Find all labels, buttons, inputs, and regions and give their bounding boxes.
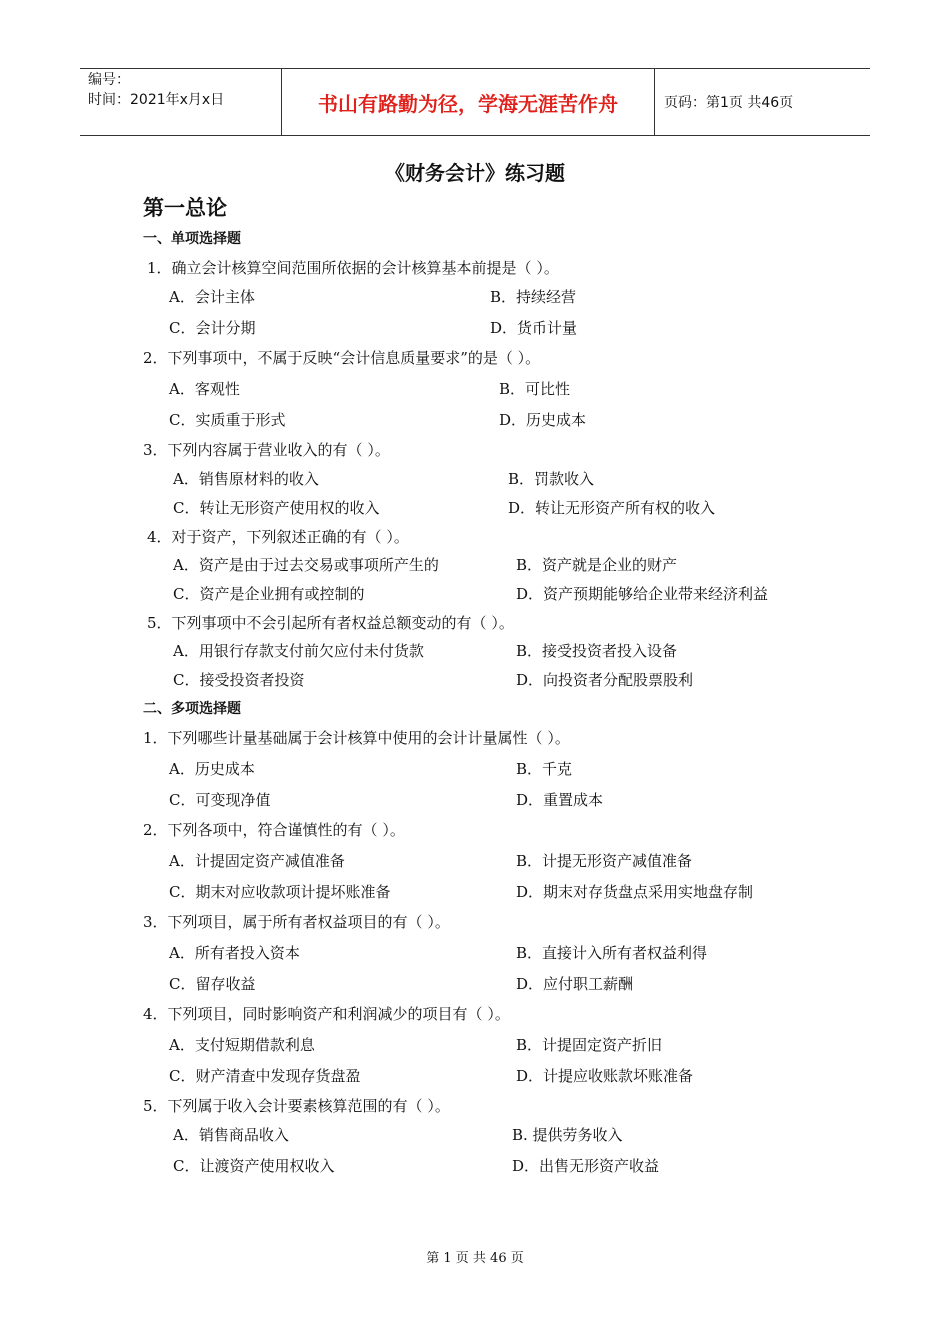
- option-d: D．向投资者分配股票股利: [516, 671, 694, 689]
- option-b: B．计提无形资产减值准备: [516, 852, 693, 870]
- option-c: C．留存收益: [169, 975, 256, 993]
- option-b: B．千克: [516, 760, 573, 778]
- option-a: A．客观性: [169, 380, 240, 398]
- option-d: D．货币计量: [490, 319, 578, 337]
- question-text: 1．下列哪些计量基础属于会计核算中使用的会计计量属性（ ）。: [143, 729, 570, 747]
- option-a: A．销售原材料的收入: [173, 470, 319, 488]
- option-a: A．销售商品收入: [173, 1126, 289, 1144]
- question-text: 4．对于资产，下列叙述正确的有（ ）。: [147, 528, 409, 546]
- option-a: A．计提固定资产减值准备: [169, 852, 345, 870]
- chapter-heading: 第一总论: [143, 196, 227, 220]
- option-c: C．让渡资产使用权收入: [173, 1157, 335, 1175]
- option-b: B．计提固定资产折旧: [516, 1036, 663, 1054]
- question-text: 2．下列各项中，符合谨慎性的有（ ）。: [143, 821, 405, 839]
- header-bottom-rule: [80, 135, 870, 136]
- header-divider-right: [654, 68, 655, 135]
- option-b: B. 提供劳务收入: [512, 1126, 623, 1144]
- question-text: 5．下列事项中不会引起所有者权益总额变动的有（ ）。: [147, 614, 514, 632]
- question-text: 2．下列事项中，不属于反映“会计信息质量要求”的是（ ）。: [143, 349, 541, 367]
- option-d: D．重置成本: [516, 791, 604, 809]
- option-c: C．实质重于形式: [169, 411, 286, 429]
- option-d: D．出售无形资产收益: [512, 1157, 660, 1175]
- header-motto: 书山有路勤为径，学海无涯苦作舟: [318, 92, 618, 116]
- option-d: D．计提应收账款坏账准备: [516, 1067, 694, 1085]
- option-d: D．历史成本: [499, 411, 587, 429]
- option-a: A．支付短期借款利息: [169, 1036, 315, 1054]
- option-c: C．接受投资者投资: [173, 671, 305, 689]
- option-d: D．资产预期能够给企业带来经济利益: [516, 585, 769, 603]
- option-d: D．转让无形资产所有权的收入: [508, 499, 716, 517]
- option-a: A．会计主体: [169, 288, 255, 306]
- option-a: A．所有者投入资本: [169, 944, 300, 962]
- option-c: C．财产清查中发现存货盘盈: [169, 1067, 361, 1085]
- header-meta: [88, 70, 224, 110]
- option-b: B．接受投资者投入设备: [516, 642, 678, 660]
- question-text: 3．下列内容属于营业收入的有（ ）。: [143, 441, 390, 459]
- section-heading-single-choice: 一、单项选择题: [143, 231, 241, 247]
- option-b: B．直接计入所有者权益利得: [516, 944, 708, 962]
- question-text: 4．下列项目，同时影响资产和利润减少的项目有（ ）。: [143, 1005, 510, 1023]
- option-a: A．用银行存款支付前欠应付未付货款: [173, 642, 424, 660]
- option-d: D．期末对存货盘点采用实地盘存制: [516, 883, 754, 901]
- header-top-rule: [80, 68, 870, 69]
- header-time-label: 时间：2021年x月x日: [88, 92, 225, 108]
- option-b: B．罚款收入: [508, 470, 595, 488]
- question-text: 1．确立会计核算空间范围所依据的会计核算基本前提是（ ）。: [147, 259, 559, 277]
- option-b: B．可比性: [499, 380, 571, 398]
- option-a: A．历史成本: [169, 760, 255, 778]
- section-heading-multiple-choice: 二、多项选择题: [143, 701, 241, 717]
- document-title: 《财务会计》练习题: [385, 161, 565, 185]
- question-text: 5．下列属于收入会计要素核算范围的有（ ）。: [143, 1097, 450, 1115]
- option-c: C．转让无形资产使用权的收入: [173, 499, 380, 517]
- option-c: C．可变现净值: [169, 791, 271, 809]
- question-text: 3．下列项目，属于所有者权益项目的有（ ）。: [143, 913, 450, 931]
- option-b: B．持续经营: [490, 288, 577, 306]
- option-d: D．应付职工薪酬: [516, 975, 634, 993]
- header-number-label: 编号：: [88, 72, 130, 88]
- option-a: A．资产是由于过去交易或事项所产生的: [173, 556, 439, 574]
- option-b: B．资产就是企业的财产: [516, 556, 678, 574]
- option-c: C．会计分期: [169, 319, 256, 337]
- header-page-info: 页码：第1页 共46页: [664, 95, 794, 111]
- option-c: C．期末对应收款项计提坏账准备: [169, 883, 391, 901]
- page-footer: 第 1 页 共 46 页: [426, 1251, 524, 1266]
- option-c: C．资产是企业拥有或控制的: [173, 585, 365, 603]
